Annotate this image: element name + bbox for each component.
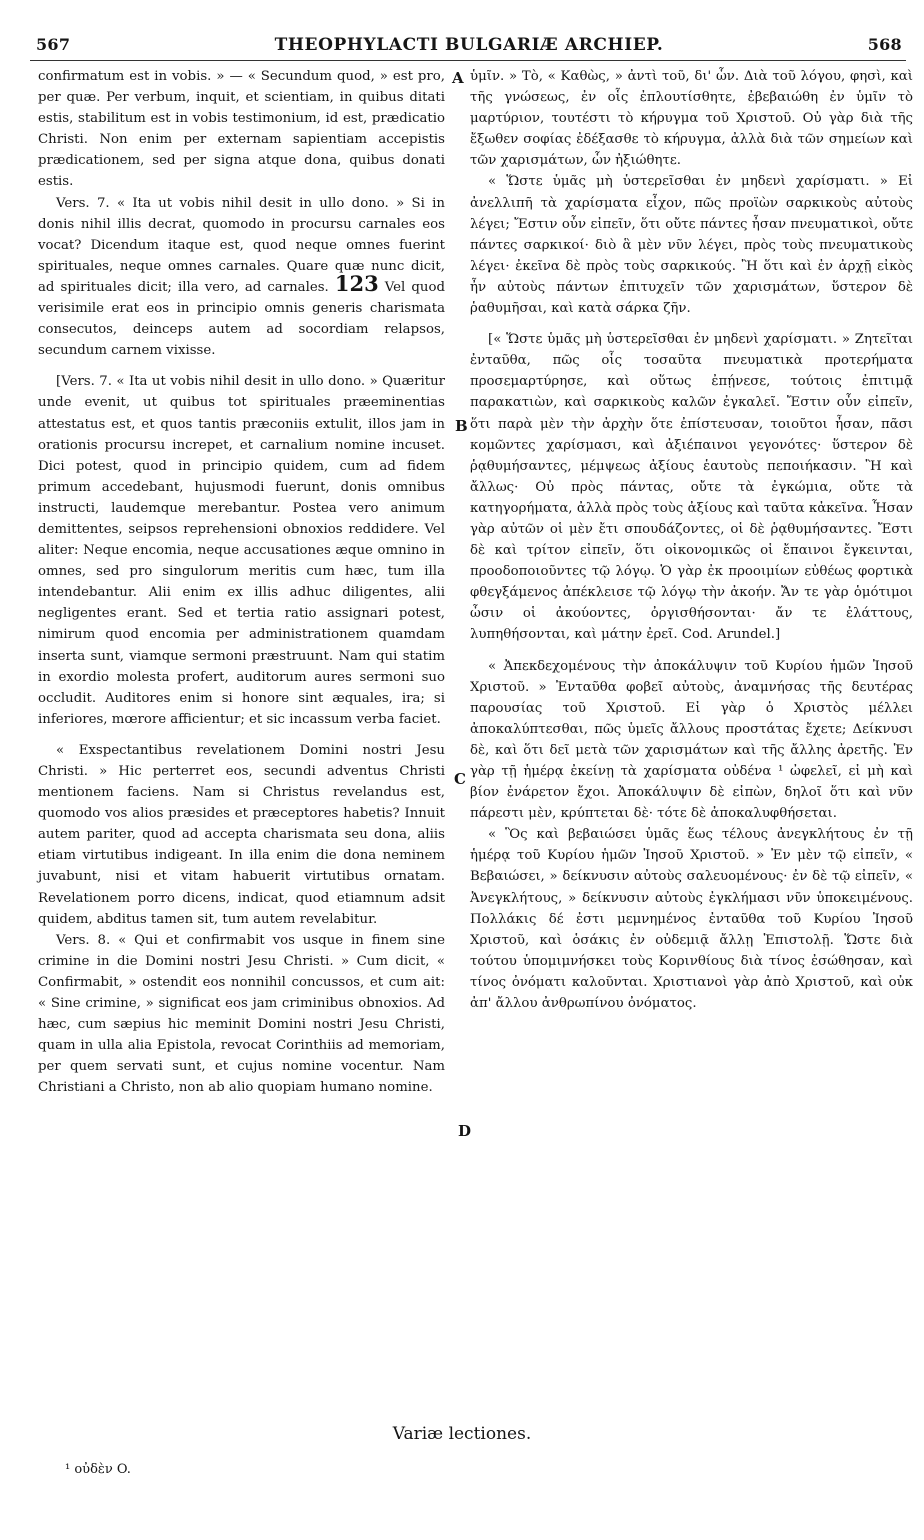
column-number: 123 (334, 270, 379, 296)
latin-paragraph: Vers. 8. « Qui et confirmabit vos usque in finem sine crimine in die Domini nostri Jesu Christi. » Cum dicit, « Confirmabit, » ostendit eos nonnihil concussos, et cum ait: « Sine crimine, » significat eos jam criminibus obnoxios. Ad hæc, cum sæpius hic meminit Domini nostri Jesu Christi, quam in ulla alia Epistola, revocat Corinthiis ad memoriam, per quem servati sunt, et cujus nomine vocentur. Nam Christiani a Christo, non ab alio quopiam humano nomine. (38, 932, 445, 1096)
page-number-right: 568 (867, 35, 902, 54)
page-number-left: 567 (36, 35, 71, 54)
page-header (36, 35, 902, 63)
greek-paragraph: « Ἀπεκδεχομένους τὴν ἀποκάλυψιν τοῦ Κυρίου ἡμῶν Ἰησοῦ Χριστοῦ. » Ἐνταῦθα φοβεῖ αὐτοὺς, ἀναμνήσας τῆς δευτέρας παρουσίας τοῦ Χριστοῦ. Εἰ γὰρ ὁ Χριστὸς μέλλει ἀποκαλύπτεσθαι, πῶς ὑμεῖς ἄλλους προστάτας ἔχετε; Δείκνυσι δὲ, καὶ ὅτι δεῖ μετὰ τῶν χαρισμάτων καὶ τῆς ἄλλης ἀρετῆς. Ἐν γὰρ τῇ ἡμέρᾳ ἐκείνῃ τὰ χαρίσματα οὐδένα ¹ ὠφελεῖ, εἰ μὴ καὶ βίον ἐνάρετον ἔχοι. Ἀποκάλυψιν δὲ εἰπὼν, δηλοῖ ὅτι καὶ νῦν πάρεστι μὲν, κρύπτεται δὲ· τότε δὲ ἀποκαλυφθήσεται. (470, 658, 913, 822)
section-marker-c: C (454, 770, 466, 788)
greek-column (470, 66, 913, 1014)
section-marker-d: D (458, 1122, 472, 1140)
latin-text: Vel quod verisimile erat eos in principio omnis generis charismata consecutos, deinceps autem ad socordiam relapsos, secundum carnem vixisse. (38, 279, 445, 359)
latin-paragraph: confirmatum est in vobis. » — « Secundum quod, » est pro, per quæ. Per verbum, inquit, et scientiam, in quibus ditati estis, stabilitum est in vobis testimonium, id est, prædicatio Christi. Non enim per externam sapientiam accepistis prædicationem, sed per signa atque dona, quibus donati estis. (38, 69, 445, 190)
running-title: THEOPHYLACTI BULGARIÆ ARCHIEP. (274, 35, 664, 55)
variae-lectiones-title: Variæ lectiones. (392, 1424, 532, 1444)
greek-paragraph: « Ὥστε ὑμᾶς μὴ ὑστερεῖσθαι ἐν μηδενὶ χαρίσματι. » Εἰ ἀνελλιπῆ τὰ χαρίσματα εἶχον, πῶς προϊὼν σαρκικοὺς αὐτοὺς λέγει; Ἔστιν οὖν εἰπεῖν, ὅτι οὔτε πάντες ἦσαν πνευματικοὶ, οὔτε πάντες σαρκικοί· διὸ ἃ μὲν νῦν λέγει, πρὸς τοὺς πνευματικοὺς λέγει· ἐκεῖνα δὲ πρὸς τοὺς σαρκικούς. Ἢ ὅτι καὶ ἐν ἀρχῇ εἰκὸς ἦν αὐτοὺς πάντων ἐπιτυχεῖν τῶν χαρισμάτων, ὕστερον δὲ ῥαθυμῆσαι, καὶ κατὰ σάρκα ζῆν. (470, 174, 913, 317)
latin-column (38, 66, 445, 1099)
greek-paragraph: ὑμῖν. » Τὸ, « Καθὼς, » ἀντὶ τοῦ, δι' ὧν. Διὰ τοῦ λόγου, φησὶ, καὶ τῆς γνώσεως, ἐν οἷς ἐπλουτίσθητε, ἐβεβαιώθη ἐν ὑμῖν τὸ μαρτύριον, τουτέστι τὸ κήρυγμα τοῦ Χριστοῦ. Οὐ γὰρ διὰ τῆς ἔξωθεν σοφίας ἐδέξασθε τὸ κήρυγμα, ἀλλὰ διὰ τῶν σημείων καὶ τῶν χαρισμάτων, ὧν ἠξιώθητε. (470, 69, 913, 169)
section-marker-b: B (455, 417, 468, 435)
latin-text: Vers. 7. « Ita ut vobis nihil desit in ullo dono. » Si in donis nihil illis decrat, quomodo in procursu carnales eos vocat? Dicendum itaque est, quod neque omnes fuerint spirituales, neque omnes carnales. Quare quæ nunc dicit, ad spirituales dicit; illa vero, ad carnales. (38, 195, 445, 295)
latin-paragraph (38, 193, 445, 362)
section-marker-a: A (452, 69, 464, 87)
footnote: ¹ οὐδὲν O. (65, 1462, 131, 1477)
header-rule (30, 60, 906, 61)
latin-paragraph: « Exspectantibus revelationem Domini nostri Jesu Christi. » Hic perterret eos, secundi adventus Christi mentionem faciens. Nam si Christus revelandus est, quomodo vos alios præsides et præceptores habetis? Innuit autem pariter, quod ad accepta charismata seu dona, aliis etiam virtutibus indigeant. In illa enim die dona neminem juvabunt, nisi et vitam habuerit virtutibus ornatam. Revelationem porro dicens, indicat, quod etiamnum adsit quidem, abditus tamen sit, tum autem revelabitur. (38, 742, 445, 927)
greek-paragraph: [« Ὥστε ὑμᾶς μὴ ὑστερεῖσθαι ἐν μηδενὶ χαρίσματι. » Ζητεῖται ἐνταῦθα, πῶς οἷς τοσαῦτα πνευματικὰ προτερήματα προσεμαρτύρησε, καὶ οὕτως ἐπῄνεσε, τούτοις ἐπιτιμᾷ παρακατιὼν, καὶ σαρκικοὺς καλῶν ἐγκαλεῖ. Ἔστιν οὖν εἰπεῖν, ὅτι παρὰ μὲν τὴν ἀρχὴν ὅτε ἐπίστευσαν, τοιοῦτοι ἦσαν, πᾶσι κομῶντες χαρίσμασι, καὶ ἀξιέπαινοι γεγονότες· ὕστερον δὲ ῥᾳθυμήσαντες, μέμψεως ἀξίους ἑαυτοὺς πεποιήκασιν. Ἢ καὶ ἄλλως· Οὐ πρὸς πάντας, οὔτε τὰ ἐγκώμια, οὔτε τὰ κατηγορήματα, ἀλλὰ πρὸς τοὺς ἀξίους καὶ ταῦτα κἀκεῖνα. Ἦσαν γὰρ αὐτῶν οἱ μὲν ἔτι σπουδάζοντες, οἱ δὲ ῥᾳθυμήσαντες. Ἔστι δὲ καὶ τρίτον εἰπεῖν, ὅτι οἰκονομικῶς οἱ ἔπαινοι ἔγκεινται, προοδοποιοῦντες τῷ λόγῳ. Ὁ γὰρ ἐκ προοιμίων εὐθέως φορτικὰ φθεγξάμενος ἀπέκλεισε τῷ λόγῳ τὴν ἀκοήν. Ἄν τε γὰρ ὁμότιμοι ὦσιν οἱ ἀκούοντες, ὀργισθήσονται· ἄν τε ἐλάττους, λυπηθήσονται, καὶ μάτην ἐρεῖ. Cod. Arundel.] (470, 332, 913, 643)
latin-paragraph: [Vers. 7. « Ita ut vobis nihil desit in ullo dono. » Quæritur unde evenit, ut quibus tot spirituales præeminentias attestatus est, et quos tantis præconiis extulit, illos jam in orationis procursu increpet, et carnalium nomine incuset. Dici potest, quod in principio quidem, cum ad fidem primum accedebant, hujusmodi fuerunt, donis omnibus instructi, laudemque merebantur. Postea vero animum demittentes, seipsos reprehensioni obnoxios reddidere. Vel aliter: Neque encomia, neque accusationes æque omnino in omnes, sed pro singulorum meritis cum hæc, tum illa intendebantur. Alii enim ex illis adhuc diligentes, alii negligentes erant. Sed et tertia ratio assignari potest, nimirum quod encomia per administrationem quamdam inserta sunt, viamque sermoni præstruunt. Nam qui statim in exordio molesta profert, auditorum aures sermoni suo occludit. Auditores enim si honore sint æquales, ira; si inferiores, mœrore afficientur; et sic incassum verba faciet. (38, 374, 445, 727)
greek-paragraph: « Ὃς καὶ βεβαιώσει ὑμᾶς ἕως τέλους ἀνεγκλήτους ἐν τῇ ἡμέρᾳ τοῦ Κυρίου ἡμῶν Ἰησοῦ Χριστοῦ. » Ἐν μὲν τῷ εἰπεῖν, « Βεβαιώσει, » δείκνυσιν αὐτοὺς σαλευομένους· ἐν δὲ τῷ εἰπεῖν, « Ἀνεγκλήτους, » δείκνυσιν αὐτοὺς ἐγκλήμασι νῦν ὑποκειμένους. Πολλάκις δέ ἐστι μεμνημένος ἐνταῦθα τοῦ Κυρίου Ἰησοῦ Χριστοῦ, καὶ ὁσάκις ἐν οὐδεμιᾷ ἄλλῃ Ἐπιστολῇ. Ὥστε διὰ τούτου ὑπομιμνήσκει τοὺς Κορινθίους διὰ τίνος ἐσώθησαν, καὶ τίνος ὀνόματι καλοῦνται. Χριστιανοὶ γὰρ ἀπὸ Χριστοῦ, καὶ οὐκ ἀπ' ἄλλου ἀνθρωπίνου ὀνόματος. (470, 827, 913, 1012)
